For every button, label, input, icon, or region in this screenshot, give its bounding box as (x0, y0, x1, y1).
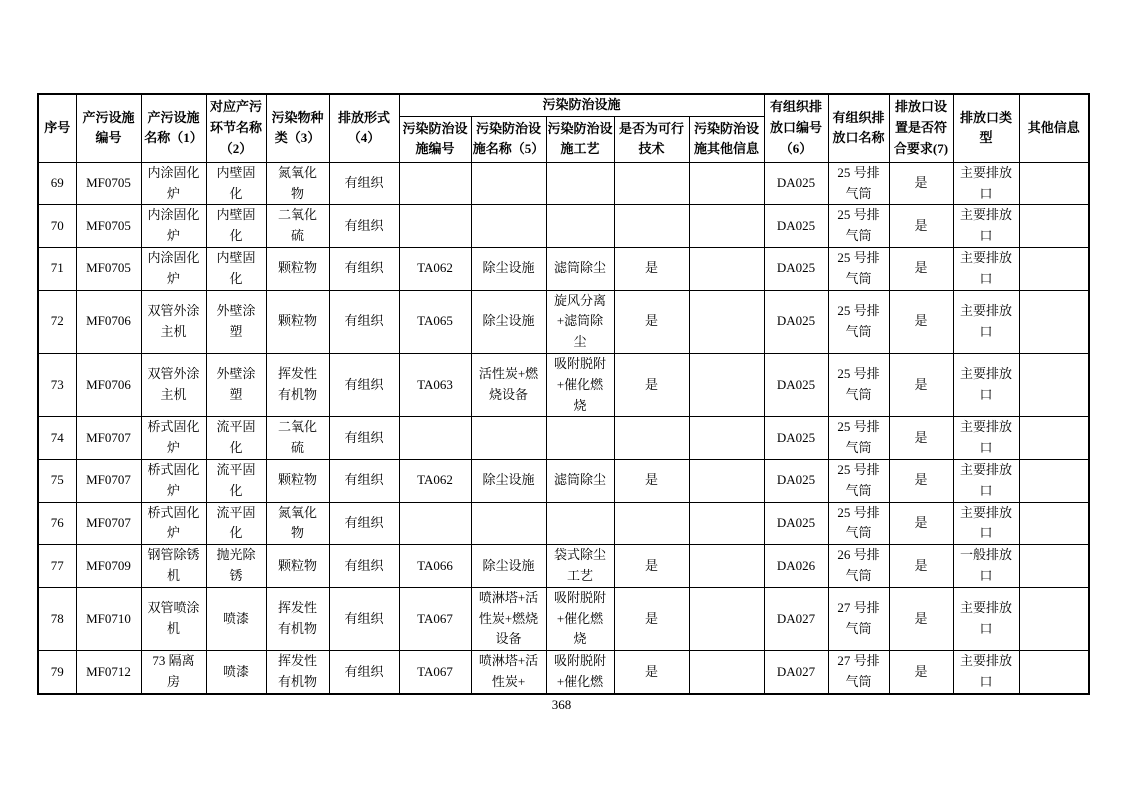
table-cell: TA066 (399, 545, 471, 588)
table-cell: MF0706 (76, 353, 141, 416)
table-cell: 25 号排气筒 (828, 417, 889, 460)
table-cell: 是 (889, 417, 953, 460)
table-cell (546, 205, 614, 248)
table-cell: TA062 (399, 247, 471, 290)
table-cell: 除尘设施 (471, 459, 546, 502)
subcol-header-control-process: 污染防治设施工艺 (546, 116, 614, 162)
table-cell: 70 (38, 205, 76, 248)
table-cell (1019, 587, 1089, 650)
table-cell: DA025 (764, 290, 828, 353)
table-cell: MF0705 (76, 162, 141, 205)
table-cell: 吸附脱附+催化燃 (546, 651, 614, 694)
table-cell: 是 (889, 353, 953, 416)
table-cell: 流平固化 (206, 502, 266, 545)
table-cell: 桥式固化炉 (141, 459, 206, 502)
table-cell (546, 162, 614, 205)
table-row (38, 417, 1089, 460)
table-cell: 有组织 (329, 587, 399, 650)
table-cell: 是 (614, 651, 689, 694)
table-cell: 73 隔离房 (141, 651, 206, 694)
table-cell: 内壁固化 (206, 205, 266, 248)
table-cell: MF0707 (76, 417, 141, 460)
table-cell: 抛光除锈 (206, 545, 266, 588)
col-header-stage-name: 对应产污环节名称（2） (206, 94, 266, 162)
table-cell (399, 417, 471, 460)
table-cell: 有组织 (329, 502, 399, 545)
table-cell: MF0706 (76, 290, 141, 353)
table-cell: 是 (889, 290, 953, 353)
table-cell (399, 205, 471, 248)
table-cell: 是 (889, 459, 953, 502)
table-cell: 有组织 (329, 651, 399, 694)
table-cell: 77 (38, 545, 76, 588)
table-cell: 内壁固化 (206, 247, 266, 290)
table-cell: 26 号排气筒 (828, 545, 889, 588)
table-row (38, 587, 1089, 650)
table-cell: MF0709 (76, 545, 141, 588)
table-cell (689, 651, 764, 694)
table-cell: 一般排放口 (953, 545, 1019, 588)
table-cell: 主要排放口 (953, 290, 1019, 353)
table-cell (1019, 353, 1089, 416)
table-body (38, 162, 1089, 693)
table-cell: 流平固化 (206, 459, 266, 502)
col-header-facility-name: 产污设施名称（1） (141, 94, 206, 162)
table-row (38, 353, 1089, 416)
table-cell: 主要排放口 (953, 205, 1019, 248)
table-cell: 喷淋塔+活性炭+燃烧设备 (471, 587, 546, 650)
table-cell (1019, 502, 1089, 545)
table-cell: DA025 (764, 417, 828, 460)
table-cell: TA067 (399, 587, 471, 650)
table-cell: 二氧化硫 (266, 417, 329, 460)
table-cell: 喷淋塔+活性炭+ (471, 651, 546, 694)
table-cell (546, 417, 614, 460)
table-cell: 内涂固化炉 (141, 205, 206, 248)
page-number: 368 (551, 697, 572, 712)
table-cell: 除尘设施 (471, 247, 546, 290)
table-cell (1019, 651, 1089, 694)
table-cell: MF0705 (76, 247, 141, 290)
table-cell: 72 (38, 290, 76, 353)
table-row (38, 162, 1089, 205)
table-cell: TA063 (399, 353, 471, 416)
table-cell: 是 (614, 587, 689, 650)
table-cell (1019, 290, 1089, 353)
table-cell: 是 (889, 545, 953, 588)
table-cell: 内涂固化炉 (141, 247, 206, 290)
table-cell: 25 号排气筒 (828, 353, 889, 416)
col-header-outlet-id: 有组织排放口编号（6） (764, 94, 828, 162)
table-cell: 主要排放口 (953, 587, 1019, 650)
table-cell: 78 (38, 587, 76, 650)
table-cell (471, 205, 546, 248)
table-cell (471, 162, 546, 205)
table-cell: 有组织 (329, 459, 399, 502)
table-cell: 喷漆 (206, 587, 266, 650)
table-cell: 是 (889, 247, 953, 290)
table-cell (689, 545, 764, 588)
table-cell (689, 417, 764, 460)
table-cell: 袋式除尘工艺 (546, 545, 614, 588)
table-cell: 79 (38, 651, 76, 694)
table-cell: 主要排放口 (953, 651, 1019, 694)
table-cell: 活性炭+燃烧设备 (471, 353, 546, 416)
table-cell: 流平固化 (206, 417, 266, 460)
table-cell (614, 205, 689, 248)
table-cell: 二氧化硫 (266, 205, 329, 248)
table-cell: 是 (614, 353, 689, 416)
table-cell: 除尘设施 (471, 290, 546, 353)
table-cell: 有组织 (329, 162, 399, 205)
table-cell (1019, 417, 1089, 460)
table-cell: 桥式固化炉 (141, 417, 206, 460)
table-cell (399, 162, 471, 205)
table-cell: 是 (614, 247, 689, 290)
table-cell: 钢管除锈机 (141, 545, 206, 588)
table-cell: TA062 (399, 459, 471, 502)
subcol-header-control-other: 污染防治设施其他信息 (689, 116, 764, 162)
table-cell (471, 417, 546, 460)
table-cell: MF0707 (76, 502, 141, 545)
table-cell: 有组织 (329, 417, 399, 460)
table-cell: 25 号排气筒 (828, 459, 889, 502)
table-cell (1019, 162, 1089, 205)
table-cell: 桥式固化炉 (141, 502, 206, 545)
table-cell: 有组织 (329, 247, 399, 290)
table-cell: 外壁涂塑 (206, 290, 266, 353)
table-cell (689, 353, 764, 416)
table-cell: 76 (38, 502, 76, 545)
table-cell: MF0710 (76, 587, 141, 650)
table-cell: MF0707 (76, 459, 141, 502)
table-cell: 滤筒除尘 (546, 459, 614, 502)
table-cell: 内涂固化炉 (141, 162, 206, 205)
table-cell (546, 502, 614, 545)
header-row-group (38, 94, 1089, 116)
table-cell: DA027 (764, 651, 828, 694)
table-cell: 旋风分离+滤筒除尘 (546, 290, 614, 353)
table-row (38, 502, 1089, 545)
col-header-outlet-type: 排放口类型 (953, 94, 1019, 162)
table-cell: 颗粒物 (266, 459, 329, 502)
table-cell: DA025 (764, 502, 828, 545)
table-cell (471, 502, 546, 545)
table-cell (399, 502, 471, 545)
col-header-emission-form: 排放形式（4） (329, 94, 399, 162)
table-cell (689, 205, 764, 248)
table-cell: 氮氧化物 (266, 502, 329, 545)
table-cell: 除尘设施 (471, 545, 546, 588)
table-cell: 是 (889, 587, 953, 650)
table-cell: 颗粒物 (266, 290, 329, 353)
table-cell (614, 162, 689, 205)
col-header-pollutant-type: 污染物种类（3） (266, 94, 329, 162)
table-cell: 主要排放口 (953, 247, 1019, 290)
table-cell: 有组织 (329, 545, 399, 588)
table-row (38, 651, 1089, 694)
table-cell: 25 号排气筒 (828, 290, 889, 353)
table-cell: 25 号排气筒 (828, 247, 889, 290)
table-cell: MF0712 (76, 651, 141, 694)
table-cell: 双管外涂主机 (141, 290, 206, 353)
table-cell (689, 247, 764, 290)
table-row (38, 205, 1089, 248)
table-cell: 71 (38, 247, 76, 290)
table-cell: DA025 (764, 459, 828, 502)
table-cell: 75 (38, 459, 76, 502)
table-cell (689, 290, 764, 353)
table-cell: 69 (38, 162, 76, 205)
table-cell (1019, 545, 1089, 588)
subcol-header-control-name: 污染防治设施名称（5） (471, 116, 546, 162)
pollution-facilities-table (37, 93, 1090, 695)
table-cell (689, 587, 764, 650)
table-cell: 吸附脱附+催化燃烧 (546, 353, 614, 416)
table-cell: 外壁涂塑 (206, 353, 266, 416)
table-cell: 喷漆 (206, 651, 266, 694)
table-cell: 27 号排气筒 (828, 587, 889, 650)
table-cell: TA065 (399, 290, 471, 353)
table-cell (689, 162, 764, 205)
table-cell: 有组织 (329, 205, 399, 248)
table-cell (689, 502, 764, 545)
table-cell: DA025 (764, 247, 828, 290)
table-cell: 25 号排气筒 (828, 162, 889, 205)
table-cell: 挥发性有机物 (266, 353, 329, 416)
col-header-other-info: 其他信息 (1019, 94, 1089, 162)
col-header-outlet-compliance: 排放口设置是否符合要求(7) (889, 94, 953, 162)
table-cell (614, 417, 689, 460)
table-cell (1019, 459, 1089, 502)
table-cell: DA025 (764, 162, 828, 205)
table-cell: 主要排放口 (953, 353, 1019, 416)
table-cell: 主要排放口 (953, 502, 1019, 545)
table-header (38, 94, 1089, 162)
col-header-outlet-name: 有组织排放口名称 (828, 94, 889, 162)
table-row (38, 290, 1089, 353)
table-cell: 氮氧化物 (266, 162, 329, 205)
subcol-header-control-id: 污染防治设施编号 (399, 116, 471, 162)
table-cell: 有组织 (329, 353, 399, 416)
table-cell: 是 (889, 502, 953, 545)
table-cell: 是 (889, 162, 953, 205)
table-cell: 是 (614, 290, 689, 353)
table-cell: DA026 (764, 545, 828, 588)
table-cell: 73 (38, 353, 76, 416)
table-cell (1019, 205, 1089, 248)
table-cell: 主要排放口 (953, 459, 1019, 502)
table-cell: 25 号排气筒 (828, 502, 889, 545)
table-cell (689, 459, 764, 502)
table-cell: 吸附脱附+催化燃烧 (546, 587, 614, 650)
table-cell: 颗粒物 (266, 247, 329, 290)
table-cell (1019, 247, 1089, 290)
col-header-seq: 序号 (38, 94, 76, 162)
table-cell: 主要排放口 (953, 162, 1019, 205)
table-cell: DA027 (764, 587, 828, 650)
table-row (38, 247, 1089, 290)
table-cell (614, 502, 689, 545)
table-cell: 双管喷涂机 (141, 587, 206, 650)
table-cell: 是 (889, 205, 953, 248)
table-cell: TA067 (399, 651, 471, 694)
subcol-header-feasible-tech: 是否为可行技术 (614, 116, 689, 162)
table-cell: 滤筒除尘 (546, 247, 614, 290)
table-cell: 是 (614, 545, 689, 588)
table-cell: 25 号排气筒 (828, 205, 889, 248)
table-cell: 有组织 (329, 290, 399, 353)
table-cell: DA025 (764, 205, 828, 248)
table-cell: MF0705 (76, 205, 141, 248)
table-cell: 主要排放口 (953, 417, 1019, 460)
table-cell: DA025 (764, 353, 828, 416)
table-cell: 挥发性有机物 (266, 587, 329, 650)
table-cell: 74 (38, 417, 76, 460)
table-cell: 挥发性有机物 (266, 651, 329, 694)
table-cell: 颗粒物 (266, 545, 329, 588)
table-cell: 双管外涂主机 (141, 353, 206, 416)
col-header-facility-id: 产污设施编号 (76, 94, 141, 162)
table-cell: 内壁固化 (206, 162, 266, 205)
table-row (38, 545, 1089, 588)
table-cell: 27 号排气筒 (828, 651, 889, 694)
table-cell: 是 (614, 459, 689, 502)
table-row (38, 459, 1089, 502)
col-header-control-facility-group: 污染防治设施 (399, 94, 764, 116)
table-cell: 是 (889, 651, 953, 694)
